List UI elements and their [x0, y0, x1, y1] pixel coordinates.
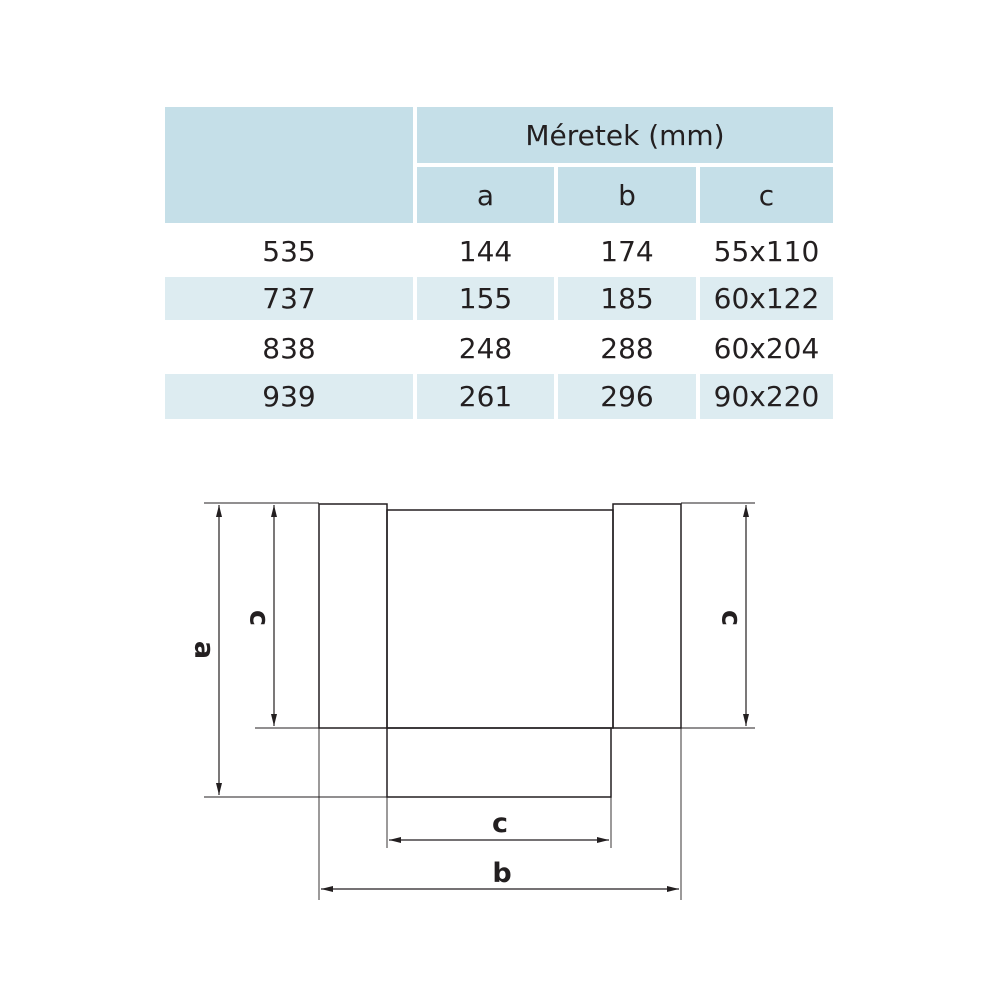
row-3-b: 288 [558, 325, 696, 371]
row-4-b: 296 [558, 374, 696, 419]
label-c-left: c [243, 609, 275, 627]
row-4-a: 261 [417, 374, 554, 419]
left-flange [319, 504, 387, 728]
row-2-b: 185 [558, 277, 696, 320]
row-1-c: 55x110 [700, 228, 833, 274]
row-2-a: 155 [417, 277, 554, 320]
center-body [387, 510, 613, 728]
row-3-model: 838 [165, 325, 413, 371]
row-1-b: 174 [558, 228, 696, 274]
row-2-model: 737 [165, 277, 413, 320]
row-1-a: 144 [417, 228, 554, 274]
label-c-bottom: c [491, 808, 509, 839]
row-4-c: 90x220 [700, 374, 833, 419]
bottom-branch [387, 728, 611, 797]
label-b: b [492, 858, 512, 889]
label-a: a [188, 640, 220, 660]
label-c-right: c [715, 609, 747, 627]
row-4-model: 939 [165, 374, 413, 419]
header-group-title: Méretek (mm) [417, 107, 833, 163]
row-3-c: 60x204 [700, 325, 833, 371]
header-col-b: b [558, 167, 696, 223]
row-1-model: 535 [165, 228, 413, 274]
right-flange [613, 504, 681, 728]
row-3-a: 248 [417, 325, 554, 371]
header-col-c: c [700, 167, 833, 223]
row-2-c: 60x122 [700, 277, 833, 320]
header-col-a: a [417, 167, 554, 223]
